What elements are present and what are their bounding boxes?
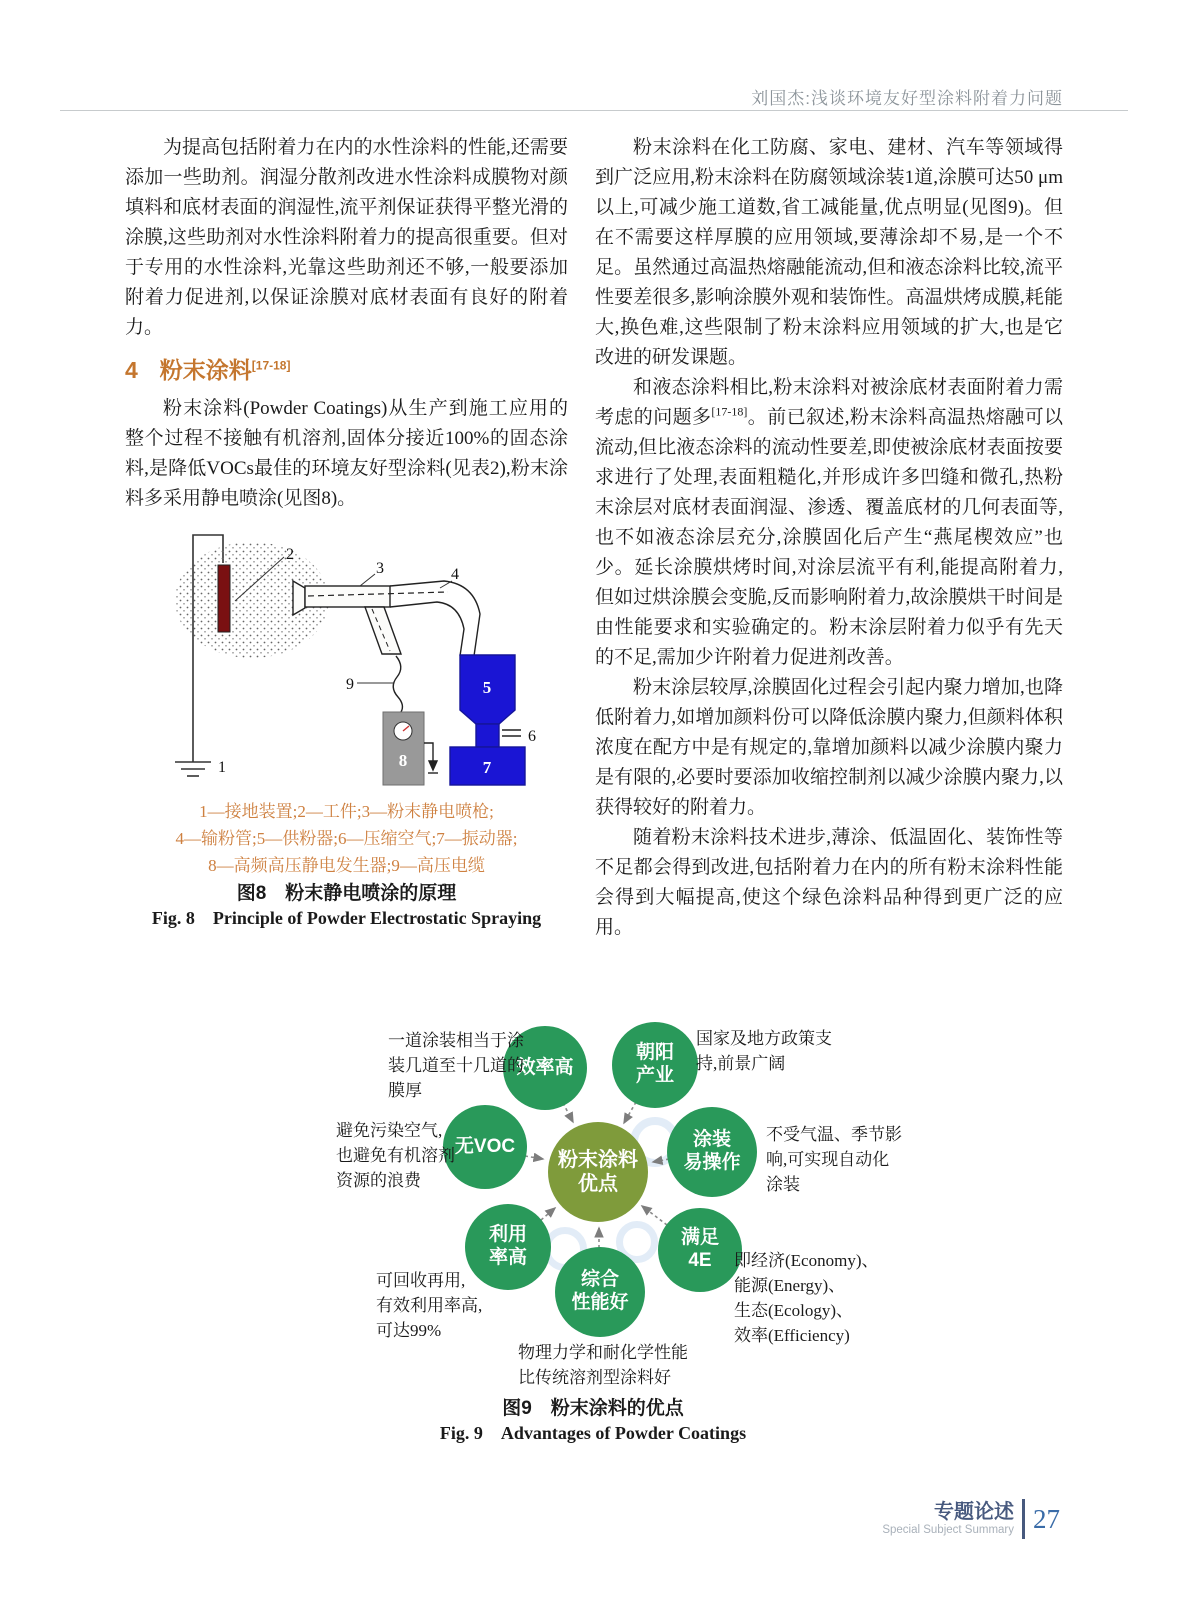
left-column: [125, 133, 568, 514]
page-footer: [860, 1499, 1060, 1539]
footer-section: [882, 1501, 1014, 1537]
section-title: 粉末涂料: [159, 357, 252, 383]
paragraph: 粉末涂料(Powder Coatings)从生产到施工应用的整个过程不接触有机溶剂,固体分接近100%的固态涂料,是降低VOCs最佳的环境友好型涂料(见表2),粉末涂料多采用静电喷涂(见图8)。: [125, 398, 568, 509]
fig8-label-9: 9: [346, 676, 354, 693]
fig9-annotation: 即经济(Economy)、 能源(Energy)、 生态(Ecology)、 效率(Efficiency): [734, 1251, 879, 1345]
section-reference: [17-18]: [251, 358, 291, 373]
fig9-annotation: 物理力学和耐化学性能 比传统溶剂型涂料好: [518, 1343, 688, 1387]
fig9-circle-sunrise-industry: 朝阳 产业: [612, 1022, 698, 1108]
legend-line: 8—高频高压静电发生器;9—高压电缆: [208, 856, 485, 875]
footer-divider: [1022, 1499, 1025, 1539]
legend-line: 4—输粉管;5—供粉器;6—压缩空气;7—振动器;: [175, 829, 518, 848]
figure8-caption-en: Fig. 8 Principle of Powder Electrostatic Spraying: [151, 908, 542, 928]
fig8-label-3: 3: [376, 560, 384, 577]
powder-tube: [390, 581, 480, 656]
fig9-annotation: 不受气温、季节影 响,可实现自动化 涂装: [766, 1125, 902, 1194]
fig9-circle-no-voc: 无VOC: [443, 1105, 527, 1189]
fig9-circle-overall-performance: 综合 性能好: [555, 1247, 645, 1337]
figure8-diagram: [158, 515, 603, 787]
generator-ground: [424, 743, 438, 773]
header-rule: [60, 110, 1128, 111]
fig8-label-7: 7: [482, 758, 492, 777]
workpiece: [218, 565, 230, 632]
fig8-label-6: 6: [528, 728, 536, 745]
fig8-label-2: 2: [286, 546, 294, 563]
figure9-diagram: [300, 995, 920, 1395]
page-number: 27: [1033, 1503, 1060, 1534]
paragraph: 为提高包括附着力在内的水性涂料的性能,还需要添加一些助剂。润湿分散剂改进水性涂料成膜物对颜填料和底材表面的润湿性,流平剂保证获得平整光滑的涂膜,这些助剂对水性涂料附着力的提高很重要。但对于专用的水性涂料,光靠这些助剂还不够,一般要添加附着力促进剂,以保证涂膜对底材表面有良好的附着力。: [125, 137, 568, 338]
footer-section-cn: 专题论述: [934, 1501, 1014, 1523]
fig9-circle-meets-4e: 满足 4E: [658, 1208, 742, 1292]
paragraph-text: 。前已叙述,粉末涂料高温热熔融可以流动,但比液态涂料的流动性要差,即使被涂底材表面按要求进行了处理,表面粗糙化,并形成许多凹缝和微孔,热粉末涂层对底材表面润湿、渗透、覆盖底材的几何表面等,也不如液态涂层充分,涂膜固化后产生“燕尾楔效应”也少。延长涂膜烘烤时间,对涂层流平有利,能提高附着力,但如过烘涂膜会变脆,反而影响附着力,故涂膜烘干时间是由性能要求和实验确定的。粉末涂层附着力似乎有先天的不足,需加少许附着力促进剂改善。: [595, 407, 1063, 668]
fig9-circle-easy-operation: 涂装 易操作: [667, 1107, 757, 1197]
section-heading: [125, 354, 568, 386]
fig9-annotation: 可回收再用, 有效利用率高, 可达99%: [376, 1271, 483, 1340]
fig9-annotation: 一道涂装相当于涂 装几道至十几道的 膜厚: [388, 1031, 524, 1100]
fig8-label-4: 4: [451, 566, 459, 583]
legend-line: 1—接地装置;2—工件;3—粉末静电喷枪;: [199, 802, 494, 821]
paragraph: 粉末涂料在化工防腐、家电、建材、汽车等领域得到广泛应用,粉末涂料在防腐领域涂装1道,涂膜可达50 μm以上,可减少施工道数,省工减能量,优点明显(见图9)。但在不需要这样厚膜的应用领域,要薄涂却不易,是一个不足。虽然通过高温热熔融能流动,但和液态涂料比较,流平性要差很多,影响涂膜外观和装饰性。高温烘烤成膜,耗能大,换色难,这些限制了粉末涂料应用领域的扩大,也是它改进的研发课题。: [595, 137, 1063, 368]
paragraph: 粉末涂层较厚,涂膜固化过程会引起内聚力增加,也降低附着力,如增加颜料份可以降低涂膜内聚力,但颜料体积浓度在配方中是有规定的,靠增加颜料以减少涂膜内聚力是有限的,必要时要添加收缩控制剂以减少涂膜内聚力,以获得较好的附着力。: [595, 677, 1063, 818]
fig9-circle-high-utilization: 利用 率高: [465, 1204, 551, 1290]
fig9-annotation: 避免污染空气, 也避免有机溶剂 资源的浪费: [336, 1121, 455, 1190]
figure8-legend: [125, 798, 568, 879]
section-number: 4: [125, 357, 138, 383]
fig9-annotation: 国家及地方政策支 持,前景广阔: [696, 1029, 832, 1073]
fig8-label-5: 5: [482, 678, 492, 697]
paragraph: 随着粉末涂料技术进步,薄涂、低温固化、装饰性等不足都会得到改进,包括附着力在内的所有粉末涂料性能会得到大幅提高,使这个绿色涂料品种得到更广泛的应用。: [595, 827, 1063, 938]
figure9-caption-cn: 图9 粉末涂料的优点: [502, 1398, 684, 1419]
compressed-air-lines: [502, 730, 521, 736]
fig9-center-circle: 粉末涂料 优点: [548, 1122, 648, 1222]
figure8-caption-cn: 图8 粉末静电喷涂的原理: [236, 883, 457, 904]
right-column: [595, 133, 1063, 943]
reference-superscript: [17-18]: [711, 404, 748, 419]
figure9-caption-en: Fig. 9 Advantages of Powder Coatings: [439, 1423, 747, 1443]
fig8-label-1: 1: [218, 759, 226, 776]
paragraph: [595, 373, 1063, 673]
fig9-circle-efficiency: 效率高: [503, 1026, 587, 1110]
paragraph-text: 和液态涂料相比,粉末涂料对被涂底材表面附着力需考虑的问题多: [595, 377, 1063, 428]
fig8-label-8: 8: [398, 751, 408, 770]
running-header: 刘国杰:浅谈环境友好型涂料附着力问题: [751, 89, 1063, 108]
footer-section-en: Special Subject Summary: [882, 1524, 1014, 1536]
hv-cable: [393, 656, 402, 712]
